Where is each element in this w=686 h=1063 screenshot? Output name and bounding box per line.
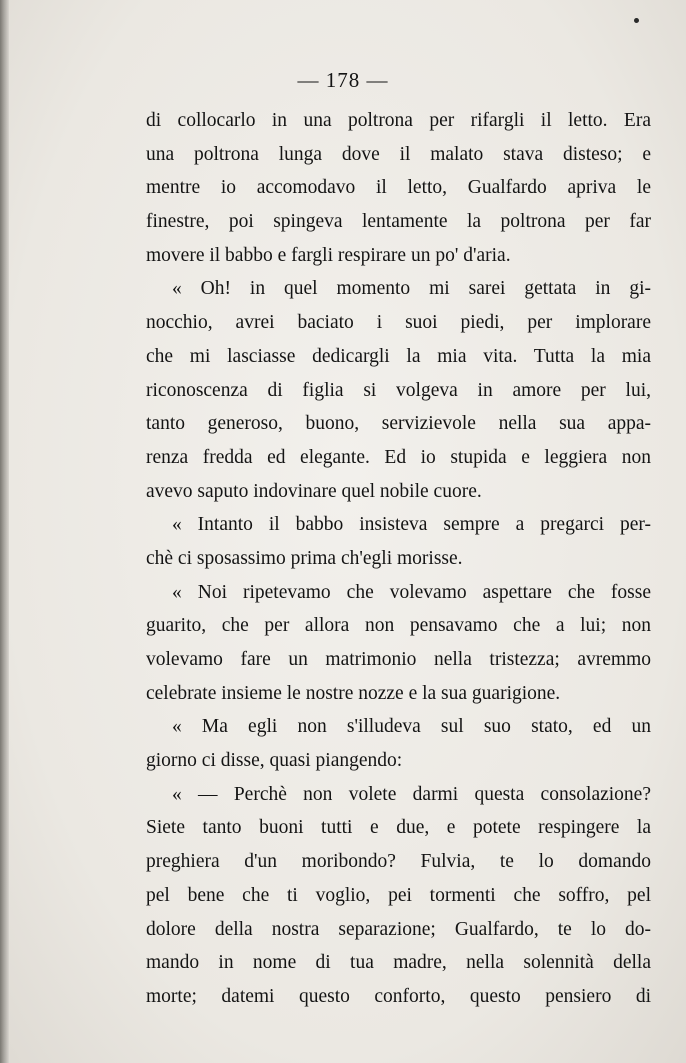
- text-line: pel bene che ti voglio, pei tormenti che soffro, pel: [146, 884, 651, 906]
- page-number: — 178 —: [297, 68, 389, 92]
- binding-edge: [0, 0, 9, 1063]
- text-line: riconoscenza di figlia si volgeva in amore per lui,: [146, 379, 651, 401]
- text-line: « Oh! in quel momento mi sarei gettata in gi-: [172, 278, 651, 300]
- text-line: avevo saputo indovinare quel nobile cuore.: [146, 480, 482, 502]
- text-line: tanto generoso, buono, servizievole nella sua appa-: [146, 413, 651, 435]
- text-line: di collocarlo in una poltrona per rifargli il letto. Era: [146, 110, 651, 131]
- body-text: [146, 104, 651, 1014]
- text-line: volevamo fare un matrimonio nella tristezza; avremmo: [146, 649, 651, 670]
- text-line: Siete tanto buoni tutti e due, e potete respingere la: [146, 817, 651, 839]
- text-line: mando in nome di tua madre, nella solennità della: [146, 952, 651, 974]
- ink-speck: [634, 18, 639, 23]
- text-line: una poltrona lunga dove il malato stava disteso; e: [146, 143, 651, 165]
- text-line: renza fredda ed elegante. Ed io stupida e leggiera non: [146, 446, 651, 468]
- text-line: mentre io accomodavo il letto, Gualfardo apriva le: [146, 177, 651, 199]
- text-line: « Ma egli non s'illudeva sul suo stato, ed un: [172, 716, 651, 738]
- text-line: finestre, poi spingeva lentamente la poltrona per far: [146, 211, 651, 233]
- text-line: guarito, che per allora non pensavamo che a lui; non: [146, 615, 651, 637]
- text-line: che mi lasciasse dedicargli la mia vita. Tutta la mia: [146, 345, 651, 367]
- text-line: « Noi ripetevamo che volevamo aspettare che fosse: [172, 581, 651, 603]
- text-line: « Intanto il babbo insisteva sempre a pregarci per-: [172, 514, 651, 536]
- text-line: « — Perchè non volete darmi questa consolazione?: [172, 783, 651, 805]
- text-line: nocchio, avrei baciato i suoi piedi, per implorare: [146, 312, 651, 334]
- text-line: chè ci sposassimo prima ch'egli morisse.: [146, 547, 463, 569]
- text-line: celebrate insieme le nostre nozze e la sua guarigione.: [146, 682, 561, 704]
- text-line: dolore della nostra separazione; Gualfardo, te lo do-: [146, 918, 651, 940]
- text-line: preghiera d'un moribondo? Fulvia, te lo domando: [146, 851, 651, 873]
- text-line: movere il babbo e fargli respirare un po' d'aria.: [146, 244, 511, 266]
- text-line: giorno ci disse, quasi piangendo:: [146, 750, 403, 772]
- text-line: morte; datemi questo conforto, questo pensiero di: [146, 985, 651, 1007]
